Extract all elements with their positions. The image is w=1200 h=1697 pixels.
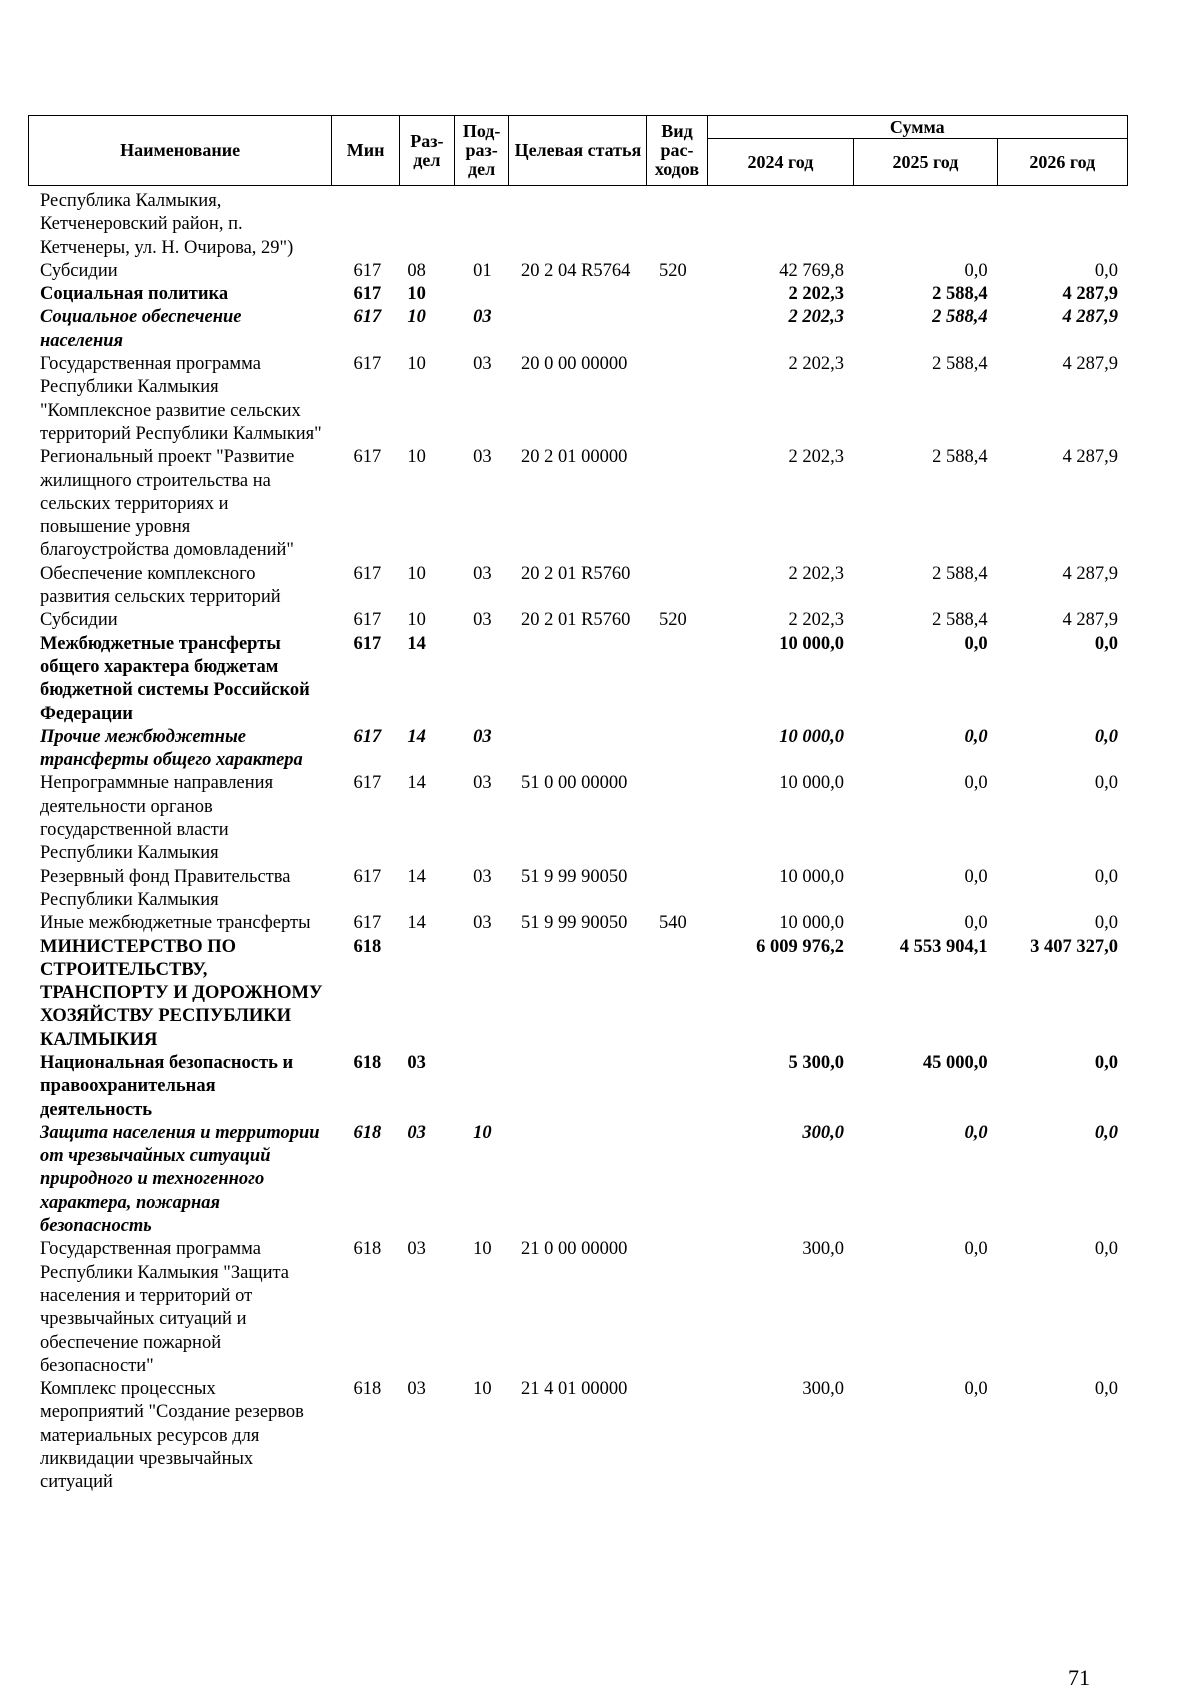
cell-article: 20 2 01 R5760 <box>520 563 631 584</box>
budget-table <box>28 190 1128 1495</box>
cell-y2024: 2 202,3 <box>788 284 845 305</box>
cell-y2026 <box>998 190 1128 260</box>
cell-y2024: 10 000,0 <box>779 726 845 747</box>
cell-min: 617 <box>353 773 382 794</box>
cell-article: 21 0 00 00000 <box>520 1239 628 1260</box>
table-row <box>28 866 1128 913</box>
header-2026: 2026 год <box>997 139 1127 186</box>
cell-min: 617 <box>353 563 382 584</box>
cell-name: Межбюджетные трансферты общего характера бюджетам бюджетной системы Российской Федерации <box>40 633 310 724</box>
table-row <box>28 563 1128 610</box>
cell-vid <box>647 772 707 865</box>
cell-vid <box>647 866 707 913</box>
cell-podrazdel: 01 <box>473 260 492 281</box>
cell-article: 51 9 99 90050 <box>520 866 628 887</box>
table-row <box>28 190 1128 260</box>
cell-y2025: 0,0 <box>964 913 988 934</box>
cell-min: 617 <box>353 633 382 654</box>
cell-y2026: 0,0 <box>1094 866 1118 887</box>
header-name: Наименование <box>29 116 332 186</box>
cell-article <box>509 936 647 1052</box>
header-sum: Сумма <box>707 116 1127 139</box>
cell-y2026: 4 287,9 <box>1062 307 1118 328</box>
cell-article <box>509 283 647 306</box>
cell-razdel: 14 <box>407 866 426 887</box>
cell-vid <box>647 1238 707 1378</box>
cell-y2024: 2 202,3 <box>788 610 845 631</box>
cell-y2025: 2 588,4 <box>932 447 988 468</box>
cell-podrazdel: 03 <box>473 354 492 375</box>
cell-y2026: 0,0 <box>1094 260 1118 281</box>
cell-min: 617 <box>353 260 382 281</box>
header-2025: 2025 год <box>854 139 997 186</box>
cell-name: Прочие межбюджетные трансферты общего характера <box>40 726 303 771</box>
cell-y2024: 300,0 <box>802 1239 845 1260</box>
cell-y2026: 0,0 <box>1094 1239 1118 1260</box>
cell-article: 20 2 04 R5764 <box>520 260 631 281</box>
cell-article <box>509 190 647 260</box>
cell-razdel: 03 <box>407 1379 426 1400</box>
cell-name: Государственная программа Республики Калмыкия "Комплексное развитие сельских территорий Республики Калмыкия" <box>40 354 322 444</box>
cell-vid <box>647 726 707 773</box>
cell-name: Непрограммные направления деятельности органов государственной власти Республики Калмыкия <box>40 773 274 864</box>
cell-podrazdel: 03 <box>473 866 492 887</box>
cell-podrazdel <box>454 633 509 726</box>
cell-article <box>509 306 647 353</box>
cell-vid <box>647 190 707 260</box>
table-row <box>28 772 1128 865</box>
table-row <box>28 1122 1128 1238</box>
cell-article: 51 9 99 90050 <box>520 913 628 934</box>
table-row <box>28 306 1128 353</box>
cell-y2026: 0,0 <box>1094 1052 1118 1073</box>
cell-podrazdel <box>454 190 509 260</box>
cell-y2024: 2 202,3 <box>788 563 845 584</box>
cell-razdel: 10 <box>407 307 426 328</box>
cell-y2024: 10 000,0 <box>779 633 845 654</box>
cell-name: Национальная безопасность и правоохранительная деятельность <box>40 1052 294 1120</box>
cell-y2024: 6 009 976,2 <box>756 936 845 957</box>
cell-y2025: 0,0 <box>964 773 988 794</box>
cell-y2025: 2 588,4 <box>932 563 988 584</box>
cell-name: Субсидии <box>40 260 118 281</box>
cell-min: 617 <box>353 284 382 305</box>
cell-name: Социальная политика <box>40 284 229 305</box>
header-article: Целевая статья <box>509 116 647 186</box>
table-row <box>28 936 1128 1052</box>
cell-min: 617 <box>353 307 382 328</box>
cell-y2024: 5 300,0 <box>788 1052 845 1073</box>
cell-podrazdel <box>454 283 509 306</box>
header-razdel: Раз-дел <box>400 116 455 186</box>
table-row <box>28 446 1128 562</box>
cell-vid <box>647 563 707 610</box>
header-2024: 2024 год <box>707 139 854 186</box>
cell-min: 617 <box>353 726 382 747</box>
cell-article: 51 0 00 00000 <box>520 773 628 794</box>
table-header <box>28 115 1128 186</box>
cell-vid: 540 <box>658 913 687 934</box>
cell-min: 618 <box>353 1379 382 1400</box>
cell-y2026: 4 287,9 <box>1062 610 1118 631</box>
cell-razdel: 10 <box>407 610 426 631</box>
cell-vid: 520 <box>658 610 687 631</box>
cell-razdel: 10 <box>407 284 426 305</box>
cell-name: Комплекс процессных мероприятий "Создание резервов материальных ресурсов для ликвидации чрезвычайных ситуаций <box>40 1379 304 1493</box>
cell-vid <box>647 936 707 1052</box>
cell-podrazdel: 03 <box>473 726 492 747</box>
cell-podrazdel: 03 <box>473 563 492 584</box>
cell-y2024: 10 000,0 <box>779 866 845 887</box>
cell-y2024: 2 202,3 <box>788 307 845 328</box>
cell-name: Иные межбюджетные трансферты <box>40 913 311 934</box>
cell-min: 617 <box>353 447 382 468</box>
cell-razdel: 14 <box>407 633 426 654</box>
cell-min: 617 <box>353 610 382 631</box>
cell-podrazdel: 10 <box>473 1379 492 1400</box>
table-row <box>28 1052 1128 1122</box>
cell-y2025: 0,0 <box>964 726 988 747</box>
cell-min: 618 <box>353 936 382 957</box>
table-row <box>28 1238 1128 1378</box>
cell-name: Республика Калмыкия, Кетченеровский район, п. Кетченеры, ул. Н. Очирова, 29") <box>40 191 294 258</box>
cell-vid <box>647 353 707 446</box>
cell-name: Резервный фонд Правительства Республики Калмыкия <box>40 866 291 910</box>
cell-article: 20 2 01 R5760 <box>520 610 631 631</box>
cell-vid <box>647 446 707 562</box>
cell-min: 617 <box>353 913 382 934</box>
cell-y2024: 300,0 <box>802 1379 845 1400</box>
cell-article <box>509 633 647 726</box>
cell-y2025: 0,0 <box>964 866 988 887</box>
cell-podrazdel: 03 <box>473 913 492 934</box>
cell-min: 618 <box>353 1122 382 1143</box>
cell-y2025: 2 588,4 <box>932 354 988 375</box>
cell-article: 20 2 01 00000 <box>520 447 628 468</box>
cell-vid <box>647 633 707 726</box>
cell-razdel: 03 <box>407 1122 426 1143</box>
cell-razdel <box>399 190 454 260</box>
cell-name: МИНИСТЕРСТВО ПО СТРОИТЕЛЬСТВУ, ТРАНСПОРТУ И ДОРОЖНОМУ ХОЗЯЙСТВУ РЕСПУБЛИКИ КАЛМЫКИЯ <box>40 936 323 1050</box>
cell-y2026: 0,0 <box>1094 1122 1118 1143</box>
page-number: 71 <box>1068 1665 1090 1690</box>
cell-y2026: 4 287,9 <box>1062 563 1118 584</box>
cell-razdel: 14 <box>407 913 426 934</box>
cell-vid <box>647 1052 707 1122</box>
cell-article: 20 0 00 00000 <box>520 354 628 375</box>
cell-article: 21 4 01 00000 <box>520 1379 628 1400</box>
table-row <box>28 609 1128 632</box>
cell-y2025: 0,0 <box>964 633 988 654</box>
cell-min <box>331 190 399 260</box>
cell-podrazdel: 03 <box>473 773 492 794</box>
cell-y2024: 2 202,3 <box>788 354 845 375</box>
cell-y2025: 4 553 904,1 <box>899 936 988 957</box>
cell-y2026: 4 287,9 <box>1062 354 1118 375</box>
cell-vid <box>647 306 707 353</box>
cell-y2026: 0,0 <box>1094 633 1118 654</box>
cell-razdel: 03 <box>407 1239 426 1260</box>
cell-y2025 <box>854 190 998 260</box>
header-vid: Вид рас-ходов <box>647 116 707 186</box>
cell-podrazdel: 10 <box>473 1239 492 1260</box>
cell-y2024: 300,0 <box>802 1122 845 1143</box>
cell-y2025: 0,0 <box>964 1122 988 1143</box>
table-row <box>28 726 1128 773</box>
cell-razdel: 10 <box>407 354 426 375</box>
cell-razdel: 14 <box>407 773 426 794</box>
cell-name: Социальное обеспечение населения <box>40 307 242 351</box>
cell-article <box>509 1052 647 1122</box>
cell-name: Субсидии <box>40 610 118 631</box>
cell-y2025: 2 588,4 <box>932 307 988 328</box>
cell-y2025: 2 588,4 <box>932 284 988 305</box>
cell-y2025: 0,0 <box>964 1239 988 1260</box>
cell-min: 617 <box>353 354 382 375</box>
cell-y2025: 0,0 <box>964 260 988 281</box>
cell-podrazdel: 03 <box>473 447 492 468</box>
cell-article <box>509 1122 647 1238</box>
cell-vid <box>647 1378 707 1494</box>
cell-y2024 <box>707 190 854 260</box>
cell-y2026: 0,0 <box>1094 773 1118 794</box>
cell-name: Обеспечение комплексного развития сельских территорий <box>40 563 281 608</box>
cell-y2025: 2 588,4 <box>932 610 988 631</box>
cell-podrazdel: 03 <box>473 307 492 328</box>
cell-name: Региональный проект "Развитие жилищного строительства на сельских территориях и повышение уровня благоустройства домовладений" <box>40 447 295 561</box>
table-row <box>28 633 1128 726</box>
cell-podrazdel: 10 <box>473 1122 492 1143</box>
table-row <box>28 1378 1128 1494</box>
cell-min: 618 <box>353 1239 382 1260</box>
cell-razdel: 14 <box>407 726 426 747</box>
cell-razdel <box>399 936 454 1052</box>
cell-y2024: 10 000,0 <box>779 773 845 794</box>
cell-podrazdel <box>454 1052 509 1122</box>
cell-y2025: 0,0 <box>964 1379 988 1400</box>
cell-y2026: 0,0 <box>1094 1379 1118 1400</box>
cell-y2024: 42 769,8 <box>779 260 845 281</box>
table-row <box>28 353 1128 446</box>
cell-y2026: 4 287,9 <box>1062 284 1118 305</box>
table-row <box>28 912 1128 935</box>
cell-razdel: 08 <box>407 260 426 281</box>
header-min: Мин <box>332 116 400 186</box>
cell-razdel: 10 <box>407 447 426 468</box>
cell-y2025: 45 000,0 <box>922 1052 988 1073</box>
cell-article <box>509 726 647 773</box>
cell-min: 617 <box>353 866 382 887</box>
cell-vid <box>647 1122 707 1238</box>
cell-min: 618 <box>353 1052 382 1073</box>
header-podrazdel: Под-раз-дел <box>454 116 509 186</box>
cell-vid <box>647 283 707 306</box>
cell-y2026: 0,0 <box>1094 726 1118 747</box>
cell-y2026: 0,0 <box>1094 913 1118 934</box>
table-row <box>28 260 1128 283</box>
cell-name: Государственная программа Республики Калмыкия "Защита населения и территорий от чрезвычайных ситуаций и обеспечение пожарной безопасности" <box>40 1239 289 1376</box>
cell-vid: 520 <box>658 260 687 281</box>
cell-name: Защита населения и территории от чрезвычайных ситуаций природного и техногенного характера, пожарная безопасность <box>40 1122 320 1237</box>
cell-y2026: 3 407 327,0 <box>1030 936 1118 957</box>
cell-podrazdel <box>454 936 509 1052</box>
cell-razdel: 03 <box>407 1052 426 1073</box>
cell-razdel: 10 <box>407 563 426 584</box>
cell-y2024: 10 000,0 <box>779 913 845 934</box>
cell-y2024: 2 202,3 <box>788 447 845 468</box>
cell-podrazdel: 03 <box>473 610 492 631</box>
table-row <box>28 283 1128 306</box>
cell-y2026: 4 287,9 <box>1062 447 1118 468</box>
